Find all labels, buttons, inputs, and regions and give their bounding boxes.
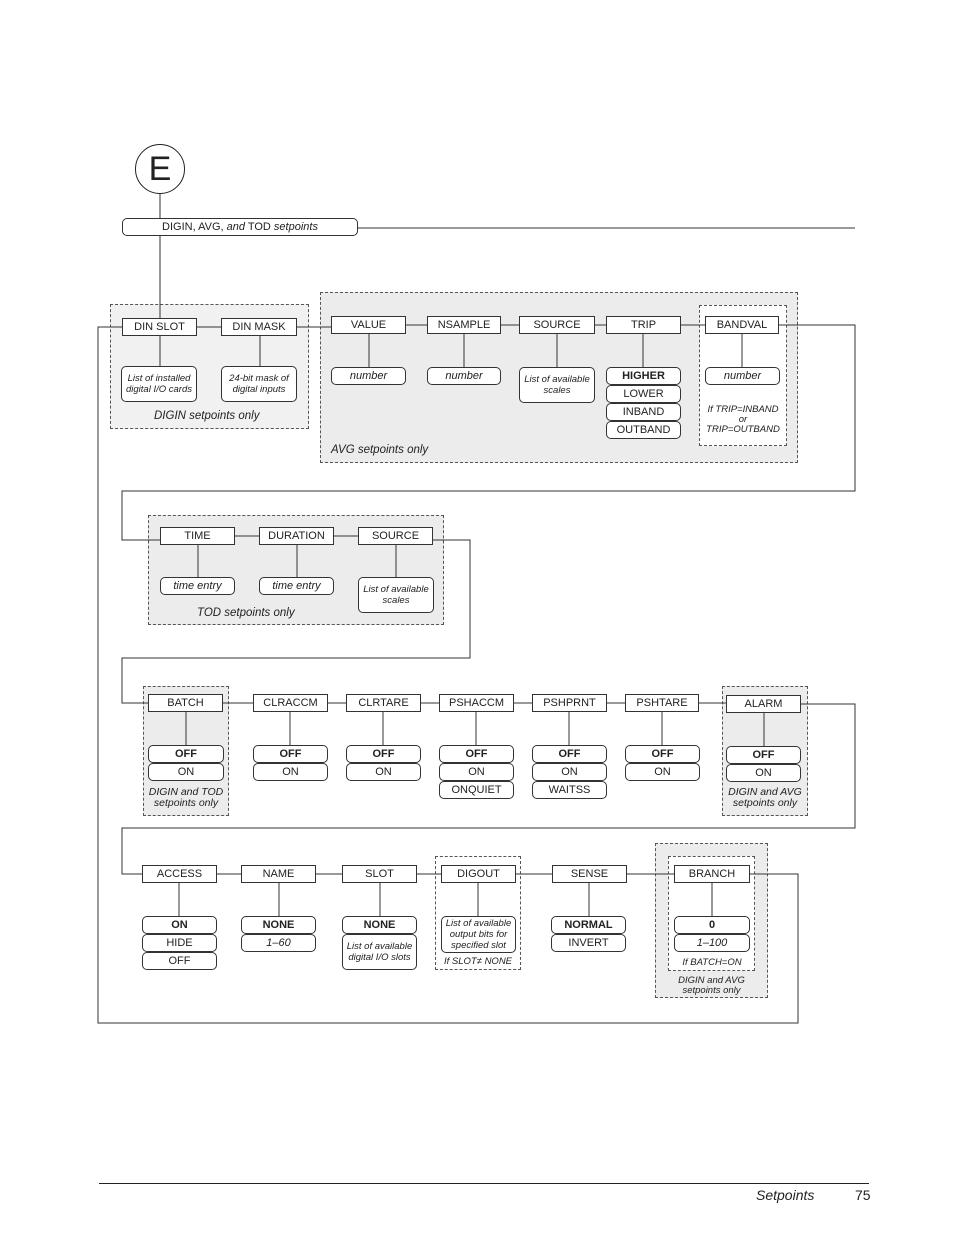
- digout-value[interactable]: List of available output bits for specified slot: [441, 916, 516, 953]
- alarm-off[interactable]: OFF: [726, 746, 801, 764]
- header-and: and: [226, 221, 245, 233]
- time-node[interactable]: TIME: [160, 527, 235, 545]
- slot-node[interactable]: SLOT: [342, 865, 417, 883]
- avg-caption: AVG setpoints only: [331, 444, 429, 456]
- branch-condition: If BATCH=ON: [682, 957, 742, 968]
- footer-rule: [99, 1183, 869, 1184]
- duration-node[interactable]: DURATION: [259, 527, 334, 545]
- branch-node[interactable]: BRANCH: [674, 865, 750, 883]
- alarm-on[interactable]: ON: [726, 764, 801, 782]
- din-slot-node[interactable]: DIN SLOT: [122, 318, 197, 336]
- sense-invert[interactable]: INVERT: [551, 934, 626, 952]
- slot-none[interactable]: NONE: [342, 916, 417, 934]
- din-mask-value[interactable]: 24-bit mask of digital inputs: [221, 366, 297, 402]
- clraccm-node[interactable]: CLRACCM: [253, 694, 328, 712]
- tod-source-node[interactable]: SOURCE: [358, 527, 433, 545]
- value-node[interactable]: VALUE: [331, 316, 406, 334]
- batch-on[interactable]: ON: [148, 763, 224, 781]
- nsample-node[interactable]: NSAMPLE: [427, 316, 501, 334]
- name-none[interactable]: NONE: [241, 916, 316, 934]
- alarm-caption: DIGIN and AVG setpoints only: [728, 786, 802, 809]
- clraccm-off[interactable]: OFF: [253, 745, 328, 763]
- branch-range[interactable]: 1–100: [674, 934, 750, 952]
- din-slot-value[interactable]: List of installed digital I/O cards: [121, 366, 197, 402]
- trip-option-higher[interactable]: HIGHER: [606, 367, 681, 385]
- header-setpoints: setpoints: [273, 221, 318, 233]
- footer-page-number: 75: [855, 1187, 871, 1203]
- clrtare-off[interactable]: OFF: [346, 745, 421, 763]
- trip-option-outband[interactable]: OUTBAND: [606, 421, 681, 439]
- slot-list[interactable]: List of available digital I/O slots: [342, 934, 417, 970]
- access-hide[interactable]: HIDE: [142, 934, 217, 952]
- trip-option-lower[interactable]: LOWER: [606, 385, 681, 403]
- branch-caption: DIGIN and AVG setpoints only: [678, 975, 745, 996]
- tod-caption: TOD setpoints only: [197, 607, 295, 619]
- digin-caption: DIGIN setpoints only: [154, 410, 260, 422]
- nsample-entry[interactable]: number: [427, 367, 501, 385]
- clraccm-on[interactable]: ON: [253, 763, 328, 781]
- value-entry[interactable]: number: [331, 367, 406, 385]
- batch-node[interactable]: BATCH: [148, 694, 223, 712]
- pshprnt-on[interactable]: ON: [532, 763, 607, 781]
- clrtare-on[interactable]: ON: [346, 763, 421, 781]
- digout-condition: If SLOT≠ NONE: [443, 956, 513, 967]
- access-off[interactable]: OFF: [142, 952, 217, 970]
- name-node[interactable]: NAME: [241, 865, 316, 883]
- pshaccm-node[interactable]: PSHACCM: [439, 694, 514, 712]
- pshtare-on[interactable]: ON: [625, 763, 700, 781]
- clrtare-node[interactable]: CLRTARE: [346, 694, 421, 712]
- bandval-condition: If TRIP=INBAND or TRIP=OUTBAND: [706, 404, 780, 435]
- pshaccm-on[interactable]: ON: [439, 763, 514, 781]
- pshaccm-off[interactable]: OFF: [439, 745, 514, 763]
- avg-source-node[interactable]: SOURCE: [519, 316, 595, 334]
- header-prefix: DIGIN, AVG,: [162, 221, 227, 233]
- name-range[interactable]: 1–60: [241, 934, 316, 952]
- access-on[interactable]: ON: [142, 916, 217, 934]
- din-mask-node[interactable]: DIN MASK: [221, 318, 297, 336]
- footer-section-title: Setpoints: [756, 1187, 815, 1203]
- sense-node[interactable]: SENSE: [552, 865, 627, 883]
- bandval-entry[interactable]: number: [705, 367, 780, 385]
- time-entry[interactable]: time entry: [160, 577, 235, 595]
- header-digin-avg-tod[interactable]: [122, 218, 358, 236]
- bandval-node[interactable]: BANDVAL: [705, 316, 779, 334]
- duration-entry[interactable]: time entry: [259, 577, 334, 595]
- pshtare-node[interactable]: PSHTARE: [625, 694, 699, 712]
- pshprnt-off[interactable]: OFF: [532, 745, 607, 763]
- pshprnt-node[interactable]: PSHPRNT: [532, 694, 607, 712]
- access-node[interactable]: ACCESS: [142, 865, 217, 883]
- pshtare-off[interactable]: OFF: [625, 745, 700, 763]
- batch-caption: DIGIN and TOD setpoints only: [148, 786, 224, 809]
- header-tod: TOD: [244, 221, 274, 233]
- pshaccm-onquiet[interactable]: ONQUIET: [439, 781, 514, 799]
- trip-option-inband[interactable]: INBAND: [606, 403, 681, 421]
- digout-node[interactable]: DIGOUT: [441, 865, 516, 883]
- batch-off[interactable]: OFF: [148, 745, 224, 763]
- sense-normal[interactable]: NORMAL: [551, 916, 626, 934]
- trip-node[interactable]: TRIP: [606, 316, 681, 334]
- alarm-node[interactable]: ALARM: [726, 695, 801, 713]
- section-e-badge: E: [135, 144, 185, 194]
- tod-source-value[interactable]: List of available scales: [358, 577, 434, 613]
- pshprnt-waitss[interactable]: WAITSS: [532, 781, 607, 799]
- branch-zero[interactable]: 0: [674, 916, 750, 934]
- avg-source-value[interactable]: List of available scales: [519, 367, 595, 403]
